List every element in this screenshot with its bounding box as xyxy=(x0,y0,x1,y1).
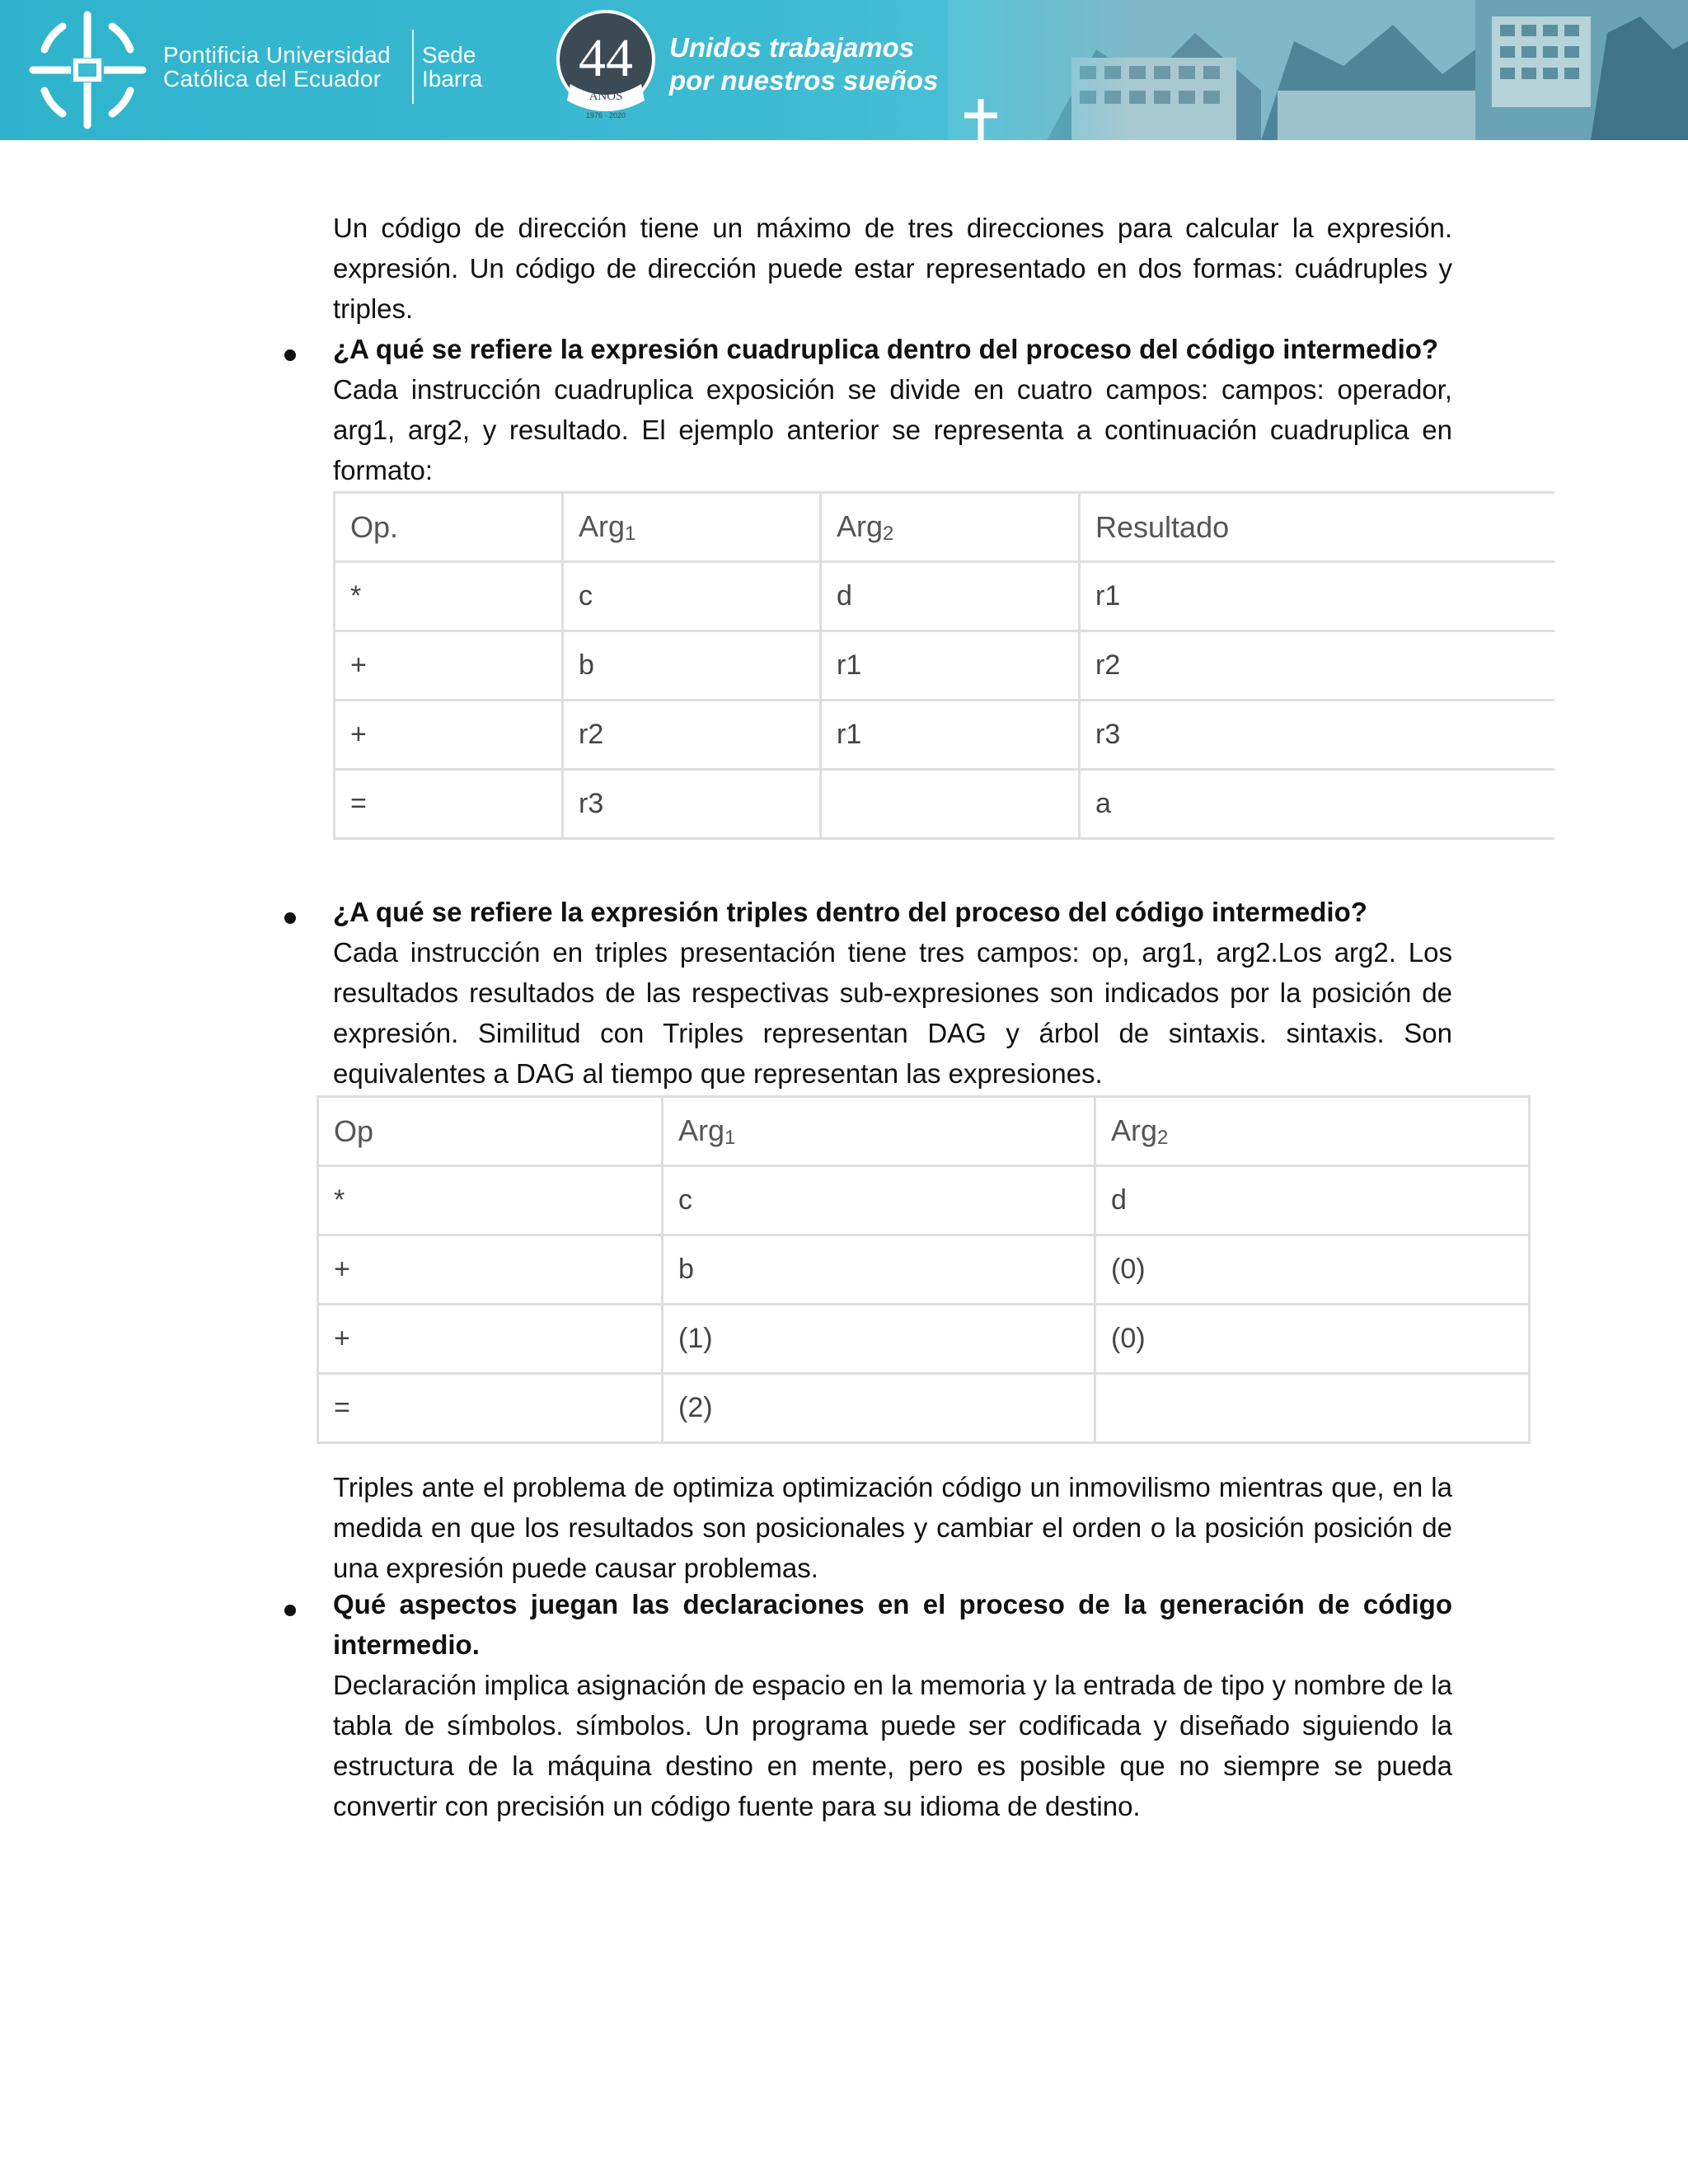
campus-name xyxy=(422,43,482,91)
cell-op: = xyxy=(318,1374,663,1443)
cell-arg2: d xyxy=(821,562,1080,631)
anniversary-badge xyxy=(554,8,661,132)
column-header-result: Resultado xyxy=(1080,493,1554,562)
cell-op: + xyxy=(318,1235,663,1305)
table-row xyxy=(335,770,1554,839)
cell-op: + xyxy=(335,701,563,770)
slogan xyxy=(669,31,938,97)
header-divider xyxy=(412,30,414,104)
table-row xyxy=(318,1166,1530,1235)
table-header-row xyxy=(318,1097,1530,1166)
question-declarations: Qué aspectos juegan las declaraciones en el proceso de la generación de código intermedio. xyxy=(333,1589,1452,1660)
cell-arg2 xyxy=(1095,1374,1530,1443)
university-cross-logo-icon xyxy=(28,8,148,132)
table-row xyxy=(335,701,1554,770)
question-quadruples: ¿A qué se refiere la expresión cuadruplica dentro del proceso del código intermedio? xyxy=(333,334,1439,364)
anniversary-number: 44 xyxy=(579,28,633,88)
campus-name-line1: Sede xyxy=(422,42,476,68)
cell-arg2: (0) xyxy=(1095,1235,1530,1305)
table-row xyxy=(318,1235,1530,1305)
anniversary-years: 1976 · 2020 xyxy=(585,111,626,120)
table-header-row xyxy=(335,493,1554,562)
question-triples: ¿A qué se refiere la expresión triples dentro del proceso del código intermedio? xyxy=(333,897,1367,927)
slogan-line2: por nuestros sueños xyxy=(669,65,939,96)
cell-op: + xyxy=(335,631,563,701)
column-header-arg1: Arg$_1$ xyxy=(663,1097,1095,1166)
column-header-arg2: Arg$_2$ xyxy=(1095,1097,1530,1166)
cell-arg2: r1 xyxy=(821,701,1080,770)
university-name-line1: Pontificia Universidad xyxy=(163,42,391,68)
cell-op: + xyxy=(318,1305,663,1374)
table-row xyxy=(318,1305,1530,1374)
anniversary-label: AÑOS xyxy=(588,90,623,103)
quadruples-table xyxy=(333,491,1554,840)
campus-name-line2: Ibarra xyxy=(422,66,483,91)
cell-result: r3 xyxy=(1080,701,1554,770)
answer-declarations: Declaración implica asignación de espacio en la memoria y la entrada de tipo y nombre de la tabla de símbolos. símbolos. Un programa puede ser codificada y diseñado siguiendo la estructura de la máquina destino en mente, pero es posible que no siempre se pueda convertir con precisión un código fuente para su idioma de destino. xyxy=(333,1670,1452,1821)
cell-arg1: b xyxy=(663,1235,1095,1305)
cell-arg1: (2) xyxy=(663,1374,1095,1443)
university-name xyxy=(163,43,391,91)
intro-paragraph: Un código de dirección tiene un máximo de tres direcciones para calcular la expresión. expresión. Un código de dirección puede estar representado en dos formas: cuádruples y triples. xyxy=(333,213,1452,324)
cell-arg1: r3 xyxy=(563,770,821,839)
cell-arg1: c xyxy=(663,1166,1095,1235)
bullet-icon xyxy=(284,912,296,924)
column-header-op: Op. xyxy=(335,493,563,562)
cell-arg1: (1) xyxy=(663,1305,1095,1374)
bullet-icon xyxy=(284,1605,296,1616)
bullet-icon xyxy=(284,349,296,361)
cell-arg2 xyxy=(821,770,1080,839)
cell-arg2: r1 xyxy=(821,631,1080,701)
answer-triples: Cada instrucción en triples presentación tiene tres campos: op, arg1, arg2.Los arg2. Los resultados resultados de las respectivas sub-expresiones son indicados por la posición de expresión. Similitud con Triples representan DAG y árbol de sintaxis. sintaxis. Son equivalentes a DAG al tiempo que representan las expresiones. xyxy=(333,937,1452,1089)
column-header-op: Op xyxy=(318,1097,663,1166)
table-row xyxy=(335,562,1554,631)
cell-arg2: d xyxy=(1095,1166,1530,1235)
column-header-arg2: Arg$_2$ xyxy=(821,493,1080,562)
answer-quadruples: Cada instrucción cuadruplica exposición se divide en cuatro campos: campos: operador, arg1, arg2, y resultado. El ejemplo anterior se representa a continuación cuadruplica en formato: xyxy=(333,374,1452,485)
cell-op: * xyxy=(318,1166,663,1235)
table-row xyxy=(318,1374,1530,1443)
cell-arg1: r2 xyxy=(563,701,821,770)
slogan-line1: Unidos trabajamos xyxy=(669,32,915,63)
cell-arg2: (0) xyxy=(1095,1305,1530,1374)
triples-table xyxy=(316,1095,1531,1444)
cell-result: a xyxy=(1080,770,1554,839)
campus-photo-collage xyxy=(948,0,1688,140)
header-banner xyxy=(0,0,1688,140)
column-header-arg1: Arg$_1$ xyxy=(563,493,821,562)
university-name-line2: Católica del Ecuador xyxy=(163,66,382,91)
triples-note: Triples ante el problema de optimiza optimización código un inmovilismo mientras que, en la medida en que los resultados son posicionales y cambiar el orden o la posición posición de una expresión puede causar problemas. xyxy=(333,1472,1452,1583)
cell-result: r1 xyxy=(1080,562,1554,631)
cell-op: = xyxy=(335,770,563,839)
cell-arg1: c xyxy=(563,562,821,631)
cell-op: * xyxy=(335,562,563,631)
table-row xyxy=(335,631,1554,701)
cell-arg1: b xyxy=(563,631,821,701)
cell-result: r2 xyxy=(1080,631,1554,701)
